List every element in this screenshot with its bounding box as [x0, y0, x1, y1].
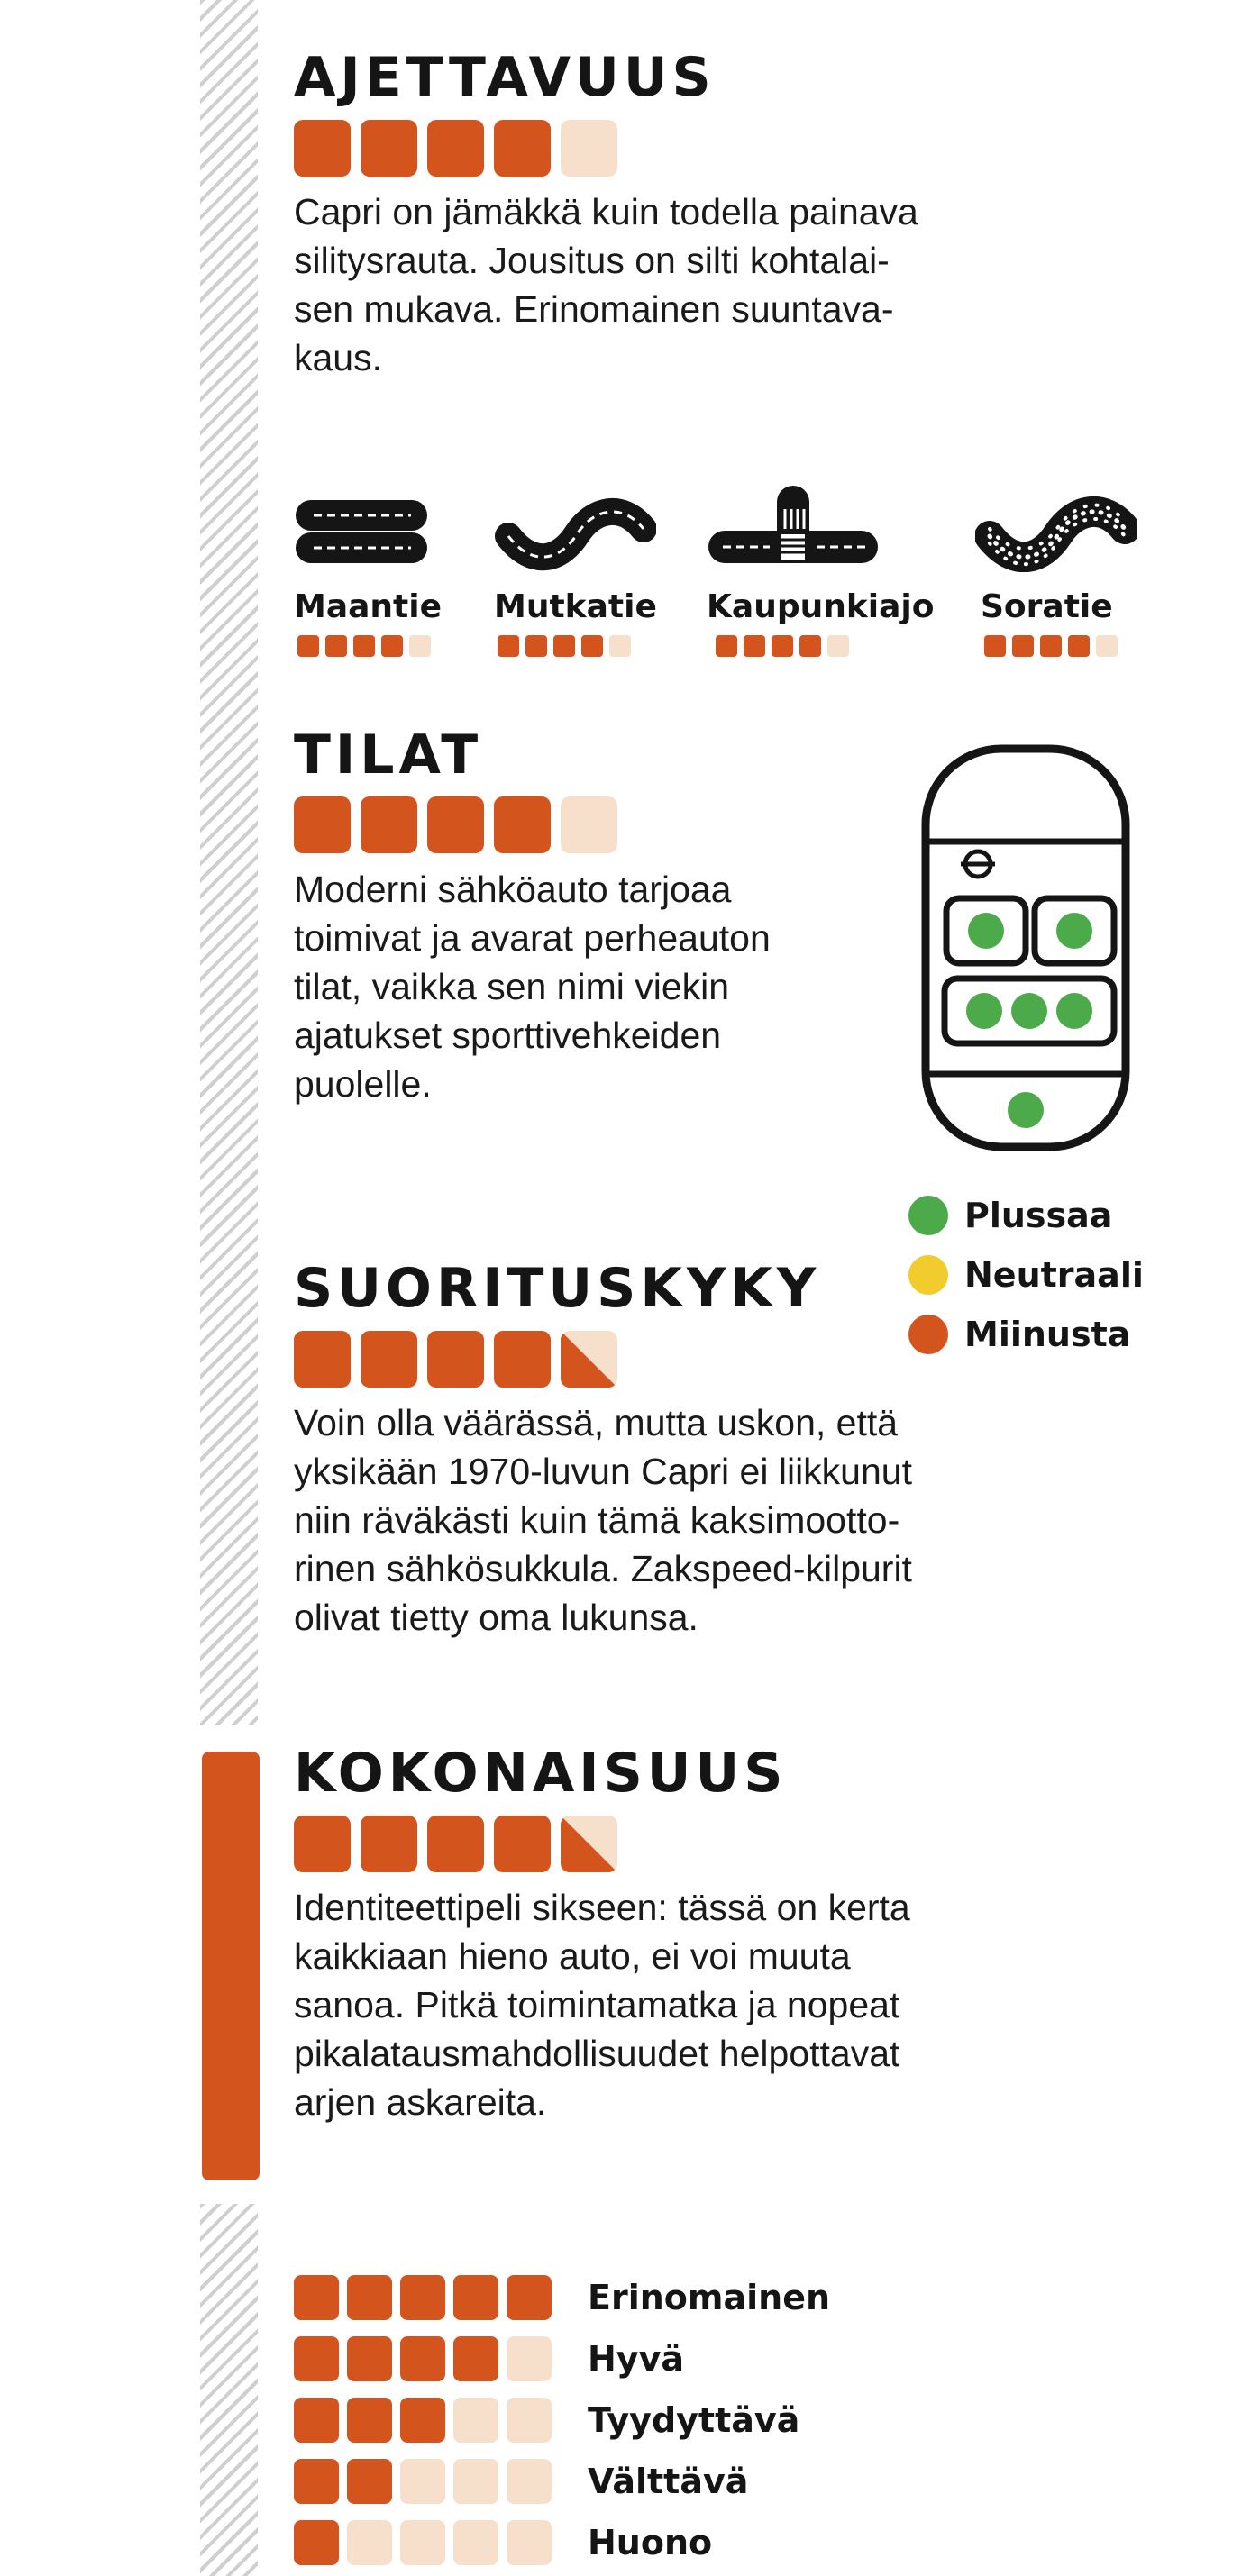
legend-dot-neutral [908, 1255, 948, 1295]
rating-square [400, 2459, 445, 2504]
legend-label-neutral: Neutraali [964, 1255, 1144, 1295]
rating-kokonaisuus [294, 1816, 617, 1872]
rating-square [1068, 635, 1090, 657]
rating-square [294, 2275, 339, 2320]
scale-squares [294, 2520, 552, 2565]
rating-square [294, 2520, 339, 2565]
rating-square [294, 1331, 351, 1388]
scale-row [294, 2267, 830, 2328]
section-text-ajettavuus [294, 187, 918, 382]
car-seating-diagram [918, 741, 1134, 1155]
legend-item-plus [908, 1186, 1144, 1245]
text-line: olivat tietty oma lukunsa. [294, 1597, 698, 1638]
rating-square [427, 1331, 484, 1388]
rating-square [427, 1816, 484, 1872]
rating-square [347, 2398, 392, 2443]
rating-square [827, 635, 849, 657]
rating-square [353, 635, 375, 657]
text-line: sen mukava. Erinomainen suuntava- [294, 288, 894, 330]
section-title-kokonaisuus: KOKONAISUUS [294, 1742, 788, 1805]
rating-square [494, 1816, 551, 1872]
overall-accent-bar [202, 1752, 260, 2180]
rating-square [409, 635, 431, 657]
rating-square [400, 2336, 445, 2381]
road-label-soratie: Soratie [981, 588, 1113, 625]
text-line: Voin olla väärässä, mutta uskon, että [294, 1402, 899, 1443]
trunk-space [1008, 1092, 1044, 1128]
text-line: rinen sähkösukkula. Zakspeed-kilpurit [294, 1548, 912, 1589]
scale-label: Välttävä [588, 2462, 749, 2501]
scale-row [294, 2389, 830, 2451]
winding-road-icon [494, 482, 656, 572]
text-line: toimivat ja avarat perheauton [294, 917, 771, 959]
legend-label-plus: Plussaa [964, 1196, 1113, 1235]
rating-square [297, 635, 319, 657]
hatched-margin-top [200, 0, 258, 1725]
scale-squares [294, 2459, 552, 2504]
highway-icon [294, 482, 429, 572]
road-label-maantie: Maantie [294, 588, 443, 625]
section-text-tilat [294, 865, 771, 1108]
text-line: niin räväkästi kuin tämä kaksimoottо- [294, 1499, 900, 1541]
section-title-ajettavuus: AJETTAVUUS [294, 46, 716, 109]
rating-square [294, 2398, 339, 2443]
section-title-tilat: TILAT [294, 724, 483, 787]
scale-row [294, 2512, 830, 2573]
rating-square [400, 2520, 445, 2565]
rating-square [507, 2275, 552, 2320]
road-rating-soratie [984, 635, 1118, 657]
road-rating-maantie [297, 635, 431, 657]
rating-square [400, 2275, 445, 2320]
rating-square [361, 796, 417, 853]
rating-square [361, 1331, 417, 1388]
text-line: kaikkiaan hieno auto, ei voi muuta [294, 1935, 851, 1977]
rating-square [498, 635, 519, 657]
rating-square [553, 635, 575, 657]
rating-square [581, 635, 603, 657]
scale-label: Huono [588, 2523, 713, 2562]
rating-square [381, 635, 403, 657]
rating-square [507, 2398, 552, 2443]
seat-front-left [968, 913, 1004, 949]
hatched-margin-bottom [200, 2204, 258, 2576]
rating-square [561, 120, 617, 177]
rating-square [347, 2336, 392, 2381]
rating-square [453, 2398, 498, 2443]
legend-dot-minus [908, 1315, 948, 1354]
road-label-kaupunkiajo: Kaupunkiajo [707, 588, 935, 625]
seat-rear-left [966, 993, 1002, 1029]
rating-square [294, 2459, 339, 2504]
text-line: Moderni sähköauto tarjoaa [294, 869, 732, 910]
legend-dot-plus [908, 1196, 948, 1235]
rating-square [347, 2459, 392, 2504]
rating-square [525, 635, 547, 657]
scale-squares [294, 2275, 552, 2320]
text-line: silitysrauta. Jousitus on silti kohtalai- [294, 240, 890, 281]
rating-square [494, 796, 551, 853]
text-line: puolelle. [294, 1063, 432, 1105]
legend-item-neutral [908, 1245, 1144, 1305]
seat-legend [908, 1186, 1144, 1364]
rating-square [294, 796, 351, 853]
rating-square [716, 635, 737, 657]
rating-square [347, 2520, 392, 2565]
text-line: kaus. [294, 337, 382, 378]
text-line: sanoa. Pitkä toimintamatka ja nopeat [294, 1984, 900, 2025]
scale-label: Erinomainen [588, 2278, 831, 2317]
section-text-suorituskyky [294, 1398, 912, 1642]
rating-square [1096, 635, 1118, 657]
rating-square [561, 1331, 617, 1388]
rating-square [984, 635, 1006, 657]
seat-rear-right [1056, 993, 1092, 1029]
road-rating-kaupunkiajo [716, 635, 849, 657]
city-road-icon [707, 482, 887, 572]
rating-square [507, 2459, 552, 2504]
scale-row [294, 2451, 830, 2512]
section-text-kokonaisuus [294, 1883, 910, 2126]
rating-square [427, 796, 484, 853]
rating-square [294, 1816, 351, 1872]
text-line: arjen askareita. [294, 2081, 547, 2123]
gravel-road-icon [975, 482, 1137, 572]
text-line: Capri on jämäkkä kuin todella painava [294, 191, 918, 232]
scale-squares [294, 2336, 552, 2381]
rating-square [361, 1816, 417, 1872]
road-rating-mutkatie [498, 635, 631, 657]
rating-square [507, 2336, 552, 2381]
rating-square [347, 2275, 392, 2320]
rating-ajettavuus [294, 120, 617, 177]
rating-square [325, 635, 347, 657]
rating-square [400, 2398, 445, 2443]
legend-item-minus [908, 1305, 1144, 1364]
rating-square [453, 2520, 498, 2565]
rating-square [294, 2336, 339, 2381]
rating-scale [294, 2267, 830, 2573]
text-line: yksikään 1970-luvun Capri ei liikkunut [294, 1451, 912, 1492]
seat-front-right [1056, 913, 1092, 949]
scale-row [294, 2328, 830, 2389]
rating-square [494, 120, 551, 177]
rating-square [507, 2520, 552, 2565]
scale-squares [294, 2398, 552, 2443]
road-label-mutkatie: Mutkatie [494, 588, 657, 625]
rating-square [744, 635, 765, 657]
legend-label-minus: Miinusta [964, 1315, 1131, 1354]
rating-square [799, 635, 821, 657]
scale-label: Hyvä [588, 2339, 684, 2379]
section-title-suorituskyky: SUORITUSKYKY [294, 1257, 821, 1320]
rating-square [453, 2336, 498, 2381]
text-line: pikalatausmahdollisuudet helpottavat [294, 2033, 900, 2074]
rating-square [561, 796, 617, 853]
text-line: ajatukset sporttivehkeiden [294, 1015, 722, 1056]
rating-suorituskyky [294, 1331, 617, 1388]
rating-square [772, 635, 793, 657]
text-line: Identiteettipeli sikseen: tässä on kerta [294, 1887, 910, 1928]
rating-square [1040, 635, 1062, 657]
rating-square [494, 1331, 551, 1388]
rating-square [1012, 635, 1034, 657]
rating-square [361, 120, 417, 177]
text-line: tilat, vaikka sen nimi viekin [294, 966, 730, 1007]
rating-tilat [294, 796, 617, 853]
rating-square [453, 2459, 498, 2504]
rating-square [453, 2275, 498, 2320]
rating-square [427, 120, 484, 177]
rating-square [609, 635, 631, 657]
rating-square [294, 120, 351, 177]
rating-square [561, 1816, 617, 1872]
scale-label: Tyydyttävä [588, 2400, 800, 2440]
seat-rear-middle [1011, 993, 1047, 1029]
